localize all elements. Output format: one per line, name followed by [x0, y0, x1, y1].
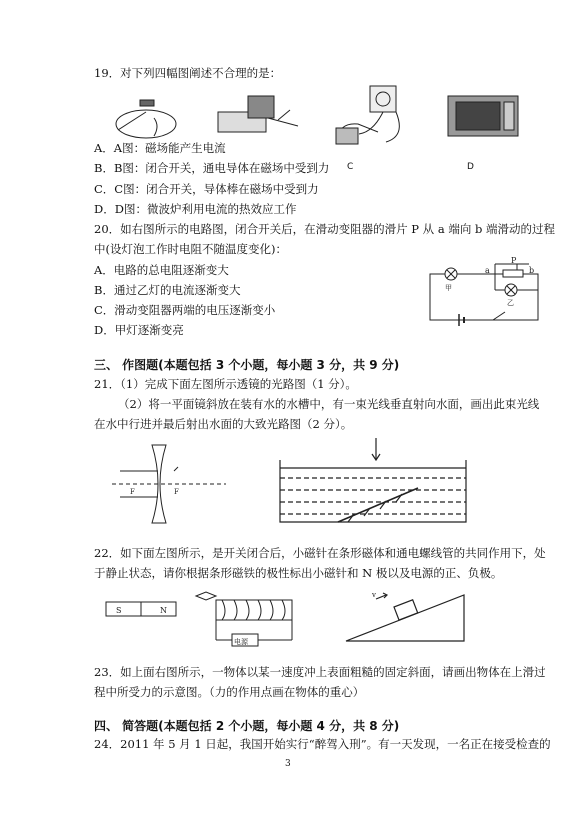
- section-3-heading: 三、 作图题(本题包括 3 个小题，每小题 3 分，共 9 分): [94, 358, 400, 372]
- q22-line1: 22．如下面左图所示，是开关闭合后，小磁针在条形磁体和通电螺线管的共同作用下，处: [94, 546, 546, 560]
- q20-option-c: C．滑动变阻器两端的电压逐渐变小: [94, 303, 276, 317]
- q23-line1: 23．如上面右图所示，一物体以某一速度冲上表面粗糙的固定斜面，请画出物体在上滑过: [94, 665, 546, 679]
- figure-c-label: C: [347, 162, 354, 172]
- magnet-pole-n: N: [160, 606, 167, 615]
- q22-line2: 于静止状态，请你根据条形磁铁的极性标出小磁针和 N 极以及电源的正、负极。: [94, 566, 503, 580]
- velocity-label: v: [372, 591, 376, 599]
- circuit-label-jia: 甲: [445, 284, 452, 292]
- circuit-label-yi: 乙: [507, 299, 514, 307]
- figure-b: [218, 96, 298, 132]
- q21-line3: 在水中行进并最后射出水面的大致光路图（2 分）。: [94, 417, 353, 431]
- incline-diagram: [338, 583, 468, 645]
- q19-option-a: A．A图：磁场能产生电流: [94, 141, 226, 155]
- q20-stem-line2: 中(设灯泡工作时电阻不随温度变化)：: [94, 242, 287, 256]
- figure-d-label: D: [467, 162, 474, 172]
- q20-option-d: D．甲灯逐渐变亮: [94, 323, 184, 337]
- q20-option-b: B．通过乙灯的电流逐渐变大: [94, 283, 241, 297]
- q19-stem: 19．对下列四幅图阐述不合理的是：: [94, 66, 282, 80]
- q21-line2: （2）将一平面镜斜放在装有水的水槽中，有一束光线垂直射向水面，画出此束光线: [118, 397, 540, 411]
- q20-option-a: A．电路的总电阻逐渐变大: [94, 263, 229, 277]
- q20-stem-line1: 20．如右图所示的电路图，闭合开关后，在滑动变阻器的滑片 P 从 a 端向 b 端滑动的过程: [94, 222, 556, 236]
- figure-a: [116, 100, 176, 138]
- lens-focus-left: F: [130, 488, 135, 496]
- figure-c: [336, 86, 399, 144]
- lens-focus-right: F: [174, 488, 179, 496]
- q20-circuit-diagram: [425, 258, 545, 326]
- circuit-label-b: b: [529, 266, 535, 275]
- water-tank-diagram: [278, 438, 468, 526]
- q24-line1: 24．2011 年 5 月 1 日起，我国开始实行“醉驾入刑”。有一天发现，一名正在接受检查的: [94, 737, 551, 751]
- lens-diagram: [110, 443, 228, 525]
- figure-d: [448, 96, 518, 136]
- circuit-label-a: a: [485, 266, 490, 275]
- q19-option-c: C．C图：闭合开关，导体棒在磁场中受到力: [94, 182, 319, 196]
- circuit-label-p: P: [511, 256, 517, 265]
- section-4-heading: 四、 简答题(本题包括 2 个小题，每小题 4 分，共 8 分): [94, 719, 400, 733]
- q23-line2: 程中所受力的示意图。（力的作用点画在物体的重心）: [94, 685, 365, 699]
- power-supply-label: 电源: [234, 638, 248, 646]
- magnet-pole-s: S: [116, 606, 122, 615]
- q19-option-d: D．D图：微波炉利用电流的热效应工作: [94, 202, 297, 216]
- q21-line1: 21．（1）完成下面左图所示透镜的光路图（1 分）。: [94, 377, 357, 391]
- q19-option-b: B．B图：闭合开关，通电导体在磁场中受到力: [94, 161, 330, 175]
- page-number: 3: [285, 759, 291, 769]
- magnet-solenoid-diagram: [104, 588, 304, 650]
